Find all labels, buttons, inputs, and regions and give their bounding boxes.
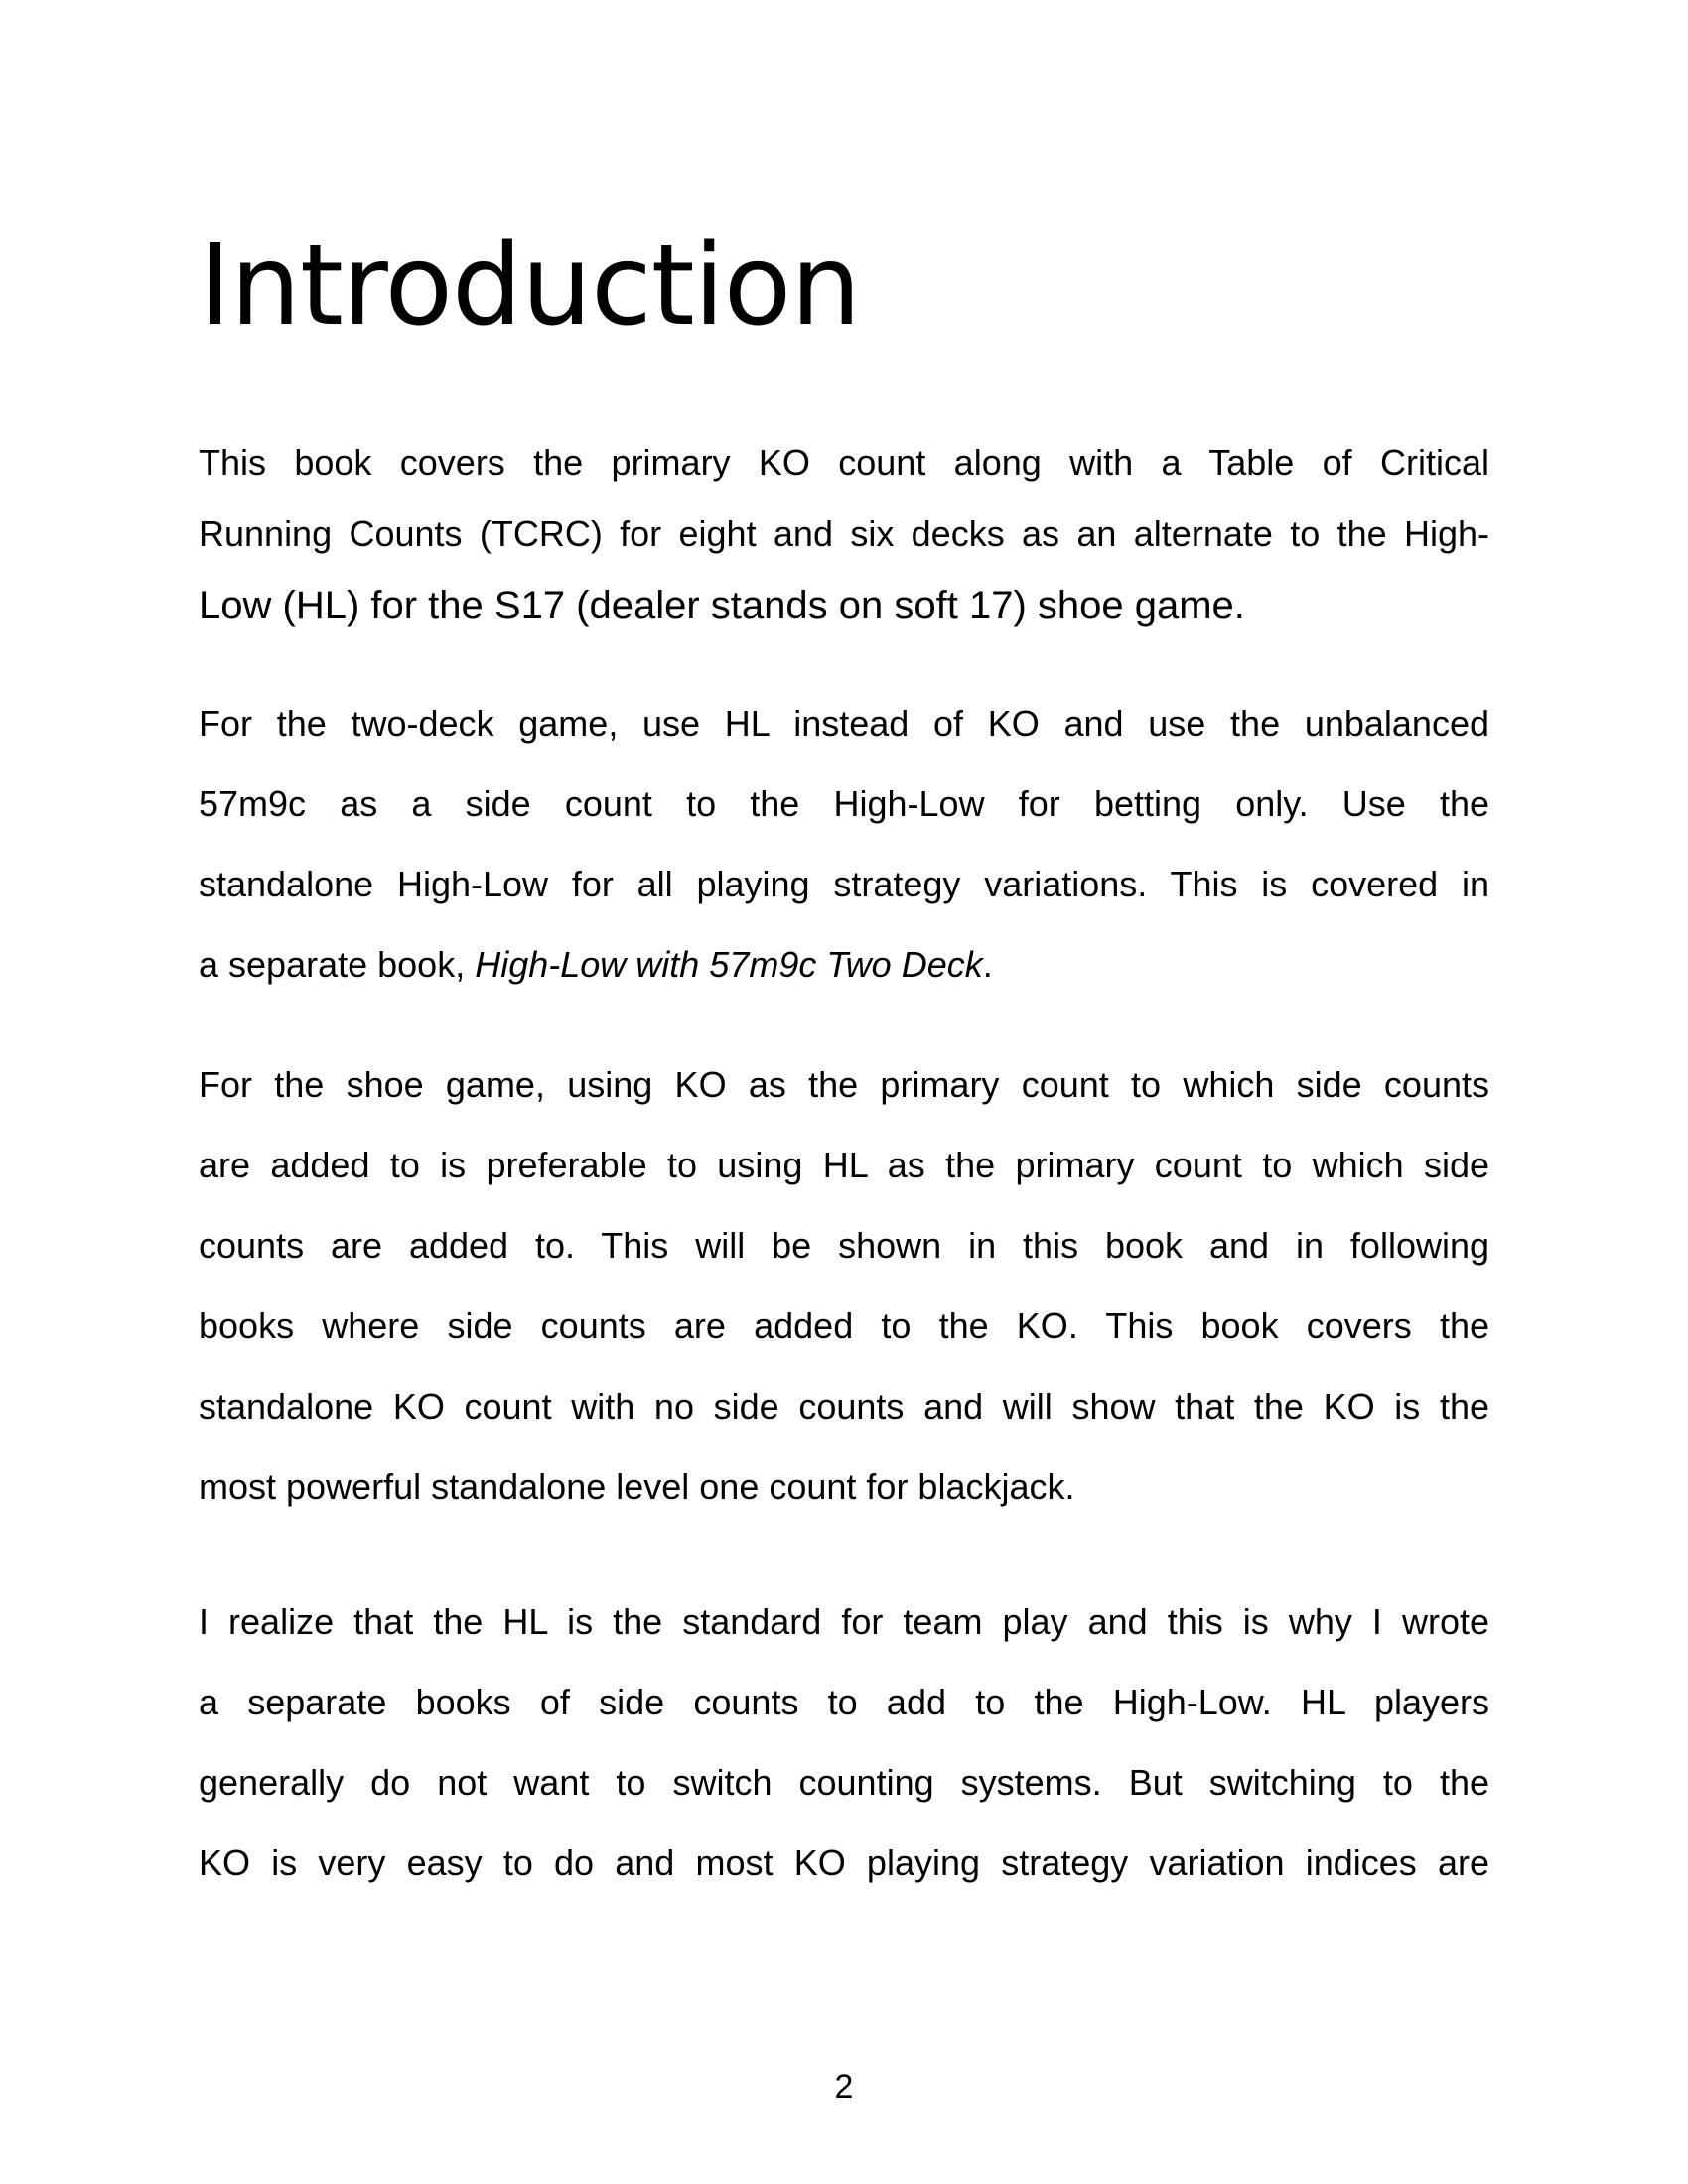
chapter-title: Introduction <box>199 221 861 350</box>
document-page <box>199 0 1489 2184</box>
paragraph-4-line-4: KO is very easy to do and most KO playing strategy variation indices are <box>199 1843 1489 1883</box>
paragraph-4 <box>199 1581 1489 1903</box>
paragraph-3-line-5: standalone KO count with no side counts and will show that the KO is the <box>199 1386 1489 1427</box>
book-title-italic: High-Low with 57m9c Two Deck <box>475 944 983 985</box>
paragraph-2-line-2: 57m9c as a side count to the High-Low for betting only. Use the <box>199 783 1489 824</box>
paragraph-3-line-1: For the shoe game, using KO as the primary count to which side counts <box>199 1064 1489 1105</box>
paragraph-1-line-3: Low (HL) for the S17 (dealer stands on soft 17) shoe game. <box>199 584 1245 627</box>
paragraph-2 <box>199 683 1489 1005</box>
paragraph-3-line-4: books where side counts are added to the KO. This book covers the <box>199 1305 1489 1346</box>
paragraph-2-line-4-suffix: . <box>982 944 993 985</box>
paragraph-3 <box>199 1044 1489 1527</box>
paragraph-3-line-3: counts are added to. This will be shown in this book and in following <box>199 1225 1489 1266</box>
paragraph-4-line-1: I realize that the HL is the standard for team play and this is why I wrote <box>199 1601 1489 1642</box>
paragraph-2-line-1: For the two-deck game, use HL instead of KO and use the unbalanced <box>199 703 1489 744</box>
paragraph-4-line-3: generally do not want to switch counting systems. But switching to the <box>199 1762 1489 1803</box>
page-number: 2 <box>834 2068 854 2106</box>
paragraph-3-line-6: most powerful standalone level one count for blackjack. <box>199 1466 1075 1507</box>
paragraph-1-line-2: Running Counts (TCRC) for eight and six decks as an alternate to the High- <box>199 513 1489 554</box>
paragraph-2-line-4 <box>199 924 1489 1005</box>
paragraph-1-line-1: This book covers the primary KO count along with a Table of Critical <box>199 442 1489 482</box>
paragraph-2-line-4-prefix: a separate book, <box>199 944 476 985</box>
paragraph-2-line-3: standalone High-Low for all playing strategy variations. This is covered in <box>199 864 1489 904</box>
paragraph-1 <box>199 427 1489 641</box>
paragraph-4-line-2: a separate books of side counts to add to the High-Low. HL players <box>199 1682 1489 1722</box>
paragraph-3-line-2: are added to is preferable to using HL as the primary count to which side <box>199 1145 1489 1185</box>
